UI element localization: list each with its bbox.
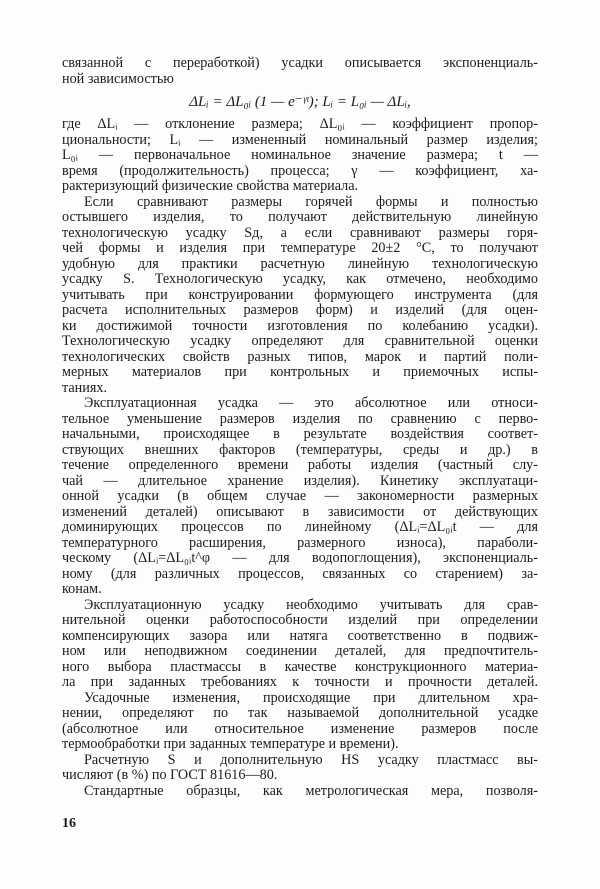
text-line: ном или неподвижном соединении деталей, для предпочтитель-: [62, 643, 538, 659]
text-line: циональности; Lᵢ — измененный номинальный размер изделия;: [62, 131, 538, 148]
text-line: таниях.: [62, 379, 108, 396]
text-line: термообработки при заданных температуре и времени).: [62, 736, 399, 752]
text-line: ла при заданных требованиях к точности и прочности деталей.: [62, 674, 538, 690]
text-line: (абсолютное или относительное изменение размеров после: [62, 720, 538, 737]
page-body: [62, 56, 538, 799]
text-line: чей формы и изделия при температуре 20±2 °С, то получают: [62, 240, 538, 256]
text-line: связанной с переработкой) усадки описывается экспоненциаль-: [62, 55, 538, 71]
text-line: тельное уменьшение размеров изделия по сравнению с перво-: [62, 410, 538, 427]
text-line: технологическую усадку Sд, а если сравнивают размеры горя-: [62, 224, 538, 241]
text-line: удобную для практики расчетную линейную технологическую: [62, 255, 538, 272]
text-line: течение определенного времени работы изделия (частный слу-: [62, 457, 538, 473]
text-line: начальными, происходящее в результате воздействия соответ-: [62, 426, 538, 442]
text-line: технологических свойств разных типов, марок и партий поли-: [62, 348, 538, 365]
text-line: Эксплуатационную усадку необходимо учитывать для срав-: [84, 596, 538, 613]
text-line: числяют (в %) по ГОСТ 81616—80.: [62, 767, 278, 783]
text-line: чай — длительное хранение изделия). Кинетику эксплуатаци-: [62, 472, 538, 489]
text-line: ной зависимостью: [62, 70, 174, 87]
text-line: ческому (ΔLᵢ=ΔL₀ᵢt^φ — для водопоглощения), экспоненциаль-: [62, 550, 538, 566]
text-line: остывшего изделия, то получают действительную линейную: [62, 209, 538, 225]
text-line: ного выбора пластмассы в качестве конструкционного материа-: [62, 658, 538, 675]
text-line: Эксплуатационная усадка — это абсолютное или относи-: [84, 395, 538, 411]
text-line: нительной оценки работоспособности изделий при определении: [62, 612, 538, 628]
text-line: время (продолжительность) процесса; γ — коэффициент, ха-: [62, 162, 538, 179]
text-line: Расчетную S и дополнительную HS усадку пластмасс вы-: [84, 751, 538, 768]
text-line: доминирующих процессов по линейному (ΔLᵢ=ΔL₀ᵢt — для: [62, 519, 538, 535]
text-line: усадку S. Технологическую усадку, как отмечено, необходимо: [62, 271, 538, 287]
text-line: ному (для различных процессов, связанных со старением) за-: [62, 565, 538, 582]
text-line: Усадочные изменения, происходящие при длительном хра-: [84, 689, 538, 706]
text-line: конам.: [62, 581, 102, 597]
text-line: онной усадки (в общем случае — закономерности размерных: [62, 488, 538, 504]
text-line: учитывать при конструировании формующего инструмента (для: [62, 286, 538, 303]
text-line: мерных материалов при контрольных и приемочных испы-: [62, 364, 538, 380]
text-line: Если сравнивают размеры горячей формы и полностью: [84, 193, 538, 210]
text-line: компенсирующих зазора или натяга соответственно в подвиж-: [62, 627, 538, 644]
text-line: L₀ᵢ — первоначальное номинальное значение размера; t —: [62, 147, 538, 163]
text-line: расчета исполнительных размеров форм) и изделий (для оцен-: [62, 302, 538, 318]
text-line: Стандартные образцы, как метрологическая мера, позволя-: [84, 782, 538, 799]
text-line: где ΔLᵢ — отклонение размера; ΔL₀ᵢ — коэффициент пропор-: [62, 116, 538, 132]
text-line: температурного расширения, размерного износа), параболи-: [62, 534, 538, 551]
text-line: нении, определяют по так называемой дополнительной усадке: [62, 705, 538, 721]
text-line: ки достижимой точности изготовления по колебанию усадки).: [62, 317, 538, 334]
page-number: 16: [62, 816, 76, 831]
text-line: рактеризующий физические свойства материала.: [62, 178, 359, 194]
text-line: ствующих внешних факторов (температуры, среды и др.) в: [62, 441, 538, 458]
text-line: изменений деталей) описывают в зависимости от действующих: [62, 503, 538, 520]
formula: ΔLᵢ = ΔL₀ᵢ (1 — e⁻ᵞᵗ); Lᵢ = L₀ᵢ — ΔLᵢ,: [189, 94, 411, 110]
text-line: Технологическую усадку определяют для сравнительной оценки: [62, 333, 538, 349]
